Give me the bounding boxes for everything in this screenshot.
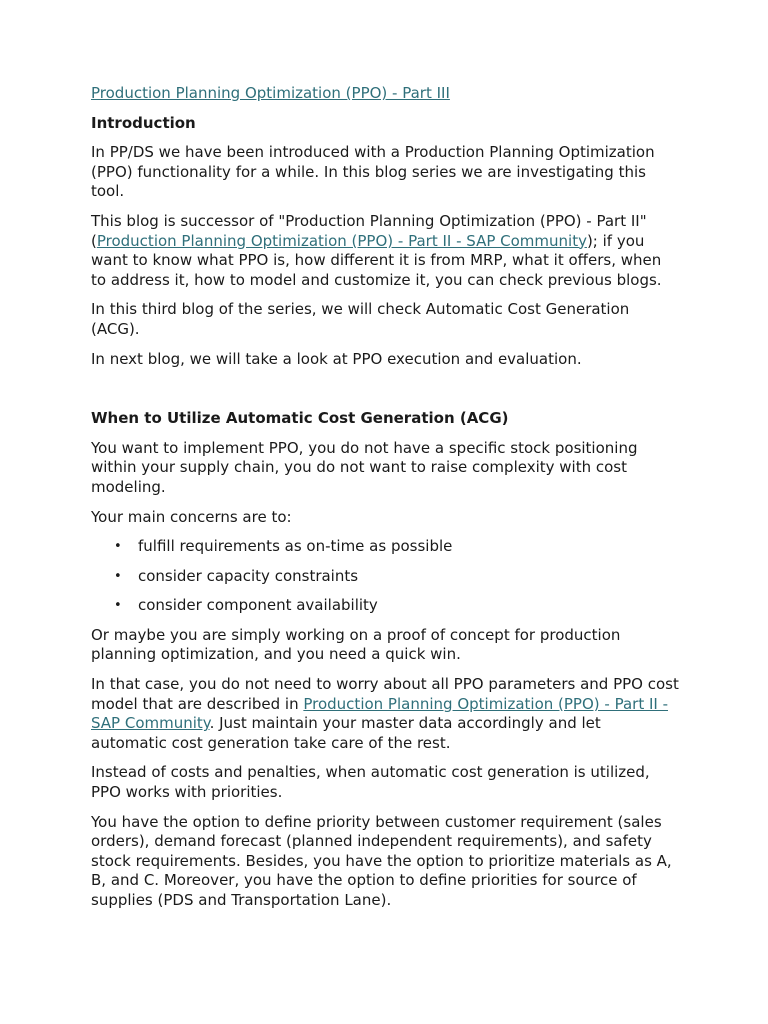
intro-paragraph-2-text-start: This blog is successor of "Production Planning Optimization (PPO) - Part II" (	[91, 211, 647, 250]
part-ii-community-link-2[interactable]: Production Planning Optimization (PPO) - Part II - SAP Community	[91, 694, 668, 733]
acg-paragraph-4-text-start: In that case, you do not need to worry about all PPO parameters and PPO cost model that are described in	[91, 675, 679, 713]
intro-paragraph-4: In next blog, we will take a look at PPO execution and evaluation.	[91, 349, 582, 368]
title-paragraph	[91, 84, 681, 104]
intro-paragraph-2-text-end: ); if you want to know what PPO is, how different it is from MRP, what it offers, when to address it, how to model and customize it, you can check previous blogs.	[91, 231, 662, 289]
document-body	[91, 84, 681, 921]
section-spacer	[91, 379, 681, 409]
part-ii-community-link[interactable]: Production Planning Optimization (PPO) - Part II - SAP Community	[96, 231, 587, 250]
acg-paragraph-4-text-end: . Just maintain your master data accordingly and let automatic cost generation take care of the rest.	[91, 714, 601, 752]
concerns-list	[91, 537, 681, 616]
acg-heading: When to Utilize Automatic Cost Generation (ACG)	[91, 409, 509, 428]
intro-paragraph-3: In this third blog of the series, we will check Automatic Cost Generation (ACG).	[91, 300, 630, 338]
intro-paragraph-1: In PP/DS we have been introduced with a Production Planning Optimization (PPO) functionality for a while. In this blog series we are investigating this tool.	[91, 143, 655, 201]
introduction-heading: Introduction	[91, 113, 196, 132]
list-item: • consider capacity constraints	[138, 567, 681, 587]
acg-paragraph-4	[91, 675, 681, 753]
acg-paragraph-5: Instead of costs and penalties, when automatic cost generation is utilized, PPO works with priorities.	[91, 763, 650, 802]
acg-paragraph-2: Your main concerns are to:	[91, 507, 292, 526]
acg-paragraph-3: Or maybe you are simply working on a proof of concept for production planning optimization, and you need a quick win.	[91, 625, 621, 664]
list-item: • fulfill requirements as on-time as possible	[138, 537, 681, 557]
intro-paragraph-2	[91, 212, 681, 290]
list-item: • consider component availability	[138, 596, 681, 616]
title-link[interactable]: Production Planning Optimization (PPO) - Part III	[91, 84, 450, 102]
acg-paragraph-1: You want to implement PPO, you do not have a specific stock positioning within your supply chain, you do not want to raise complexity with cost modeling.	[91, 438, 638, 496]
acg-paragraph-6: You have the option to define priority between customer requirement (sales orders), demand forecast (planned independent requirements), and safety stock requirements. Besides, you have the option to prioritize materials as A, B, and C. Moreover, you have the option to define priorities for source of supplies (PDS and Transportation Lane).	[91, 812, 672, 909]
